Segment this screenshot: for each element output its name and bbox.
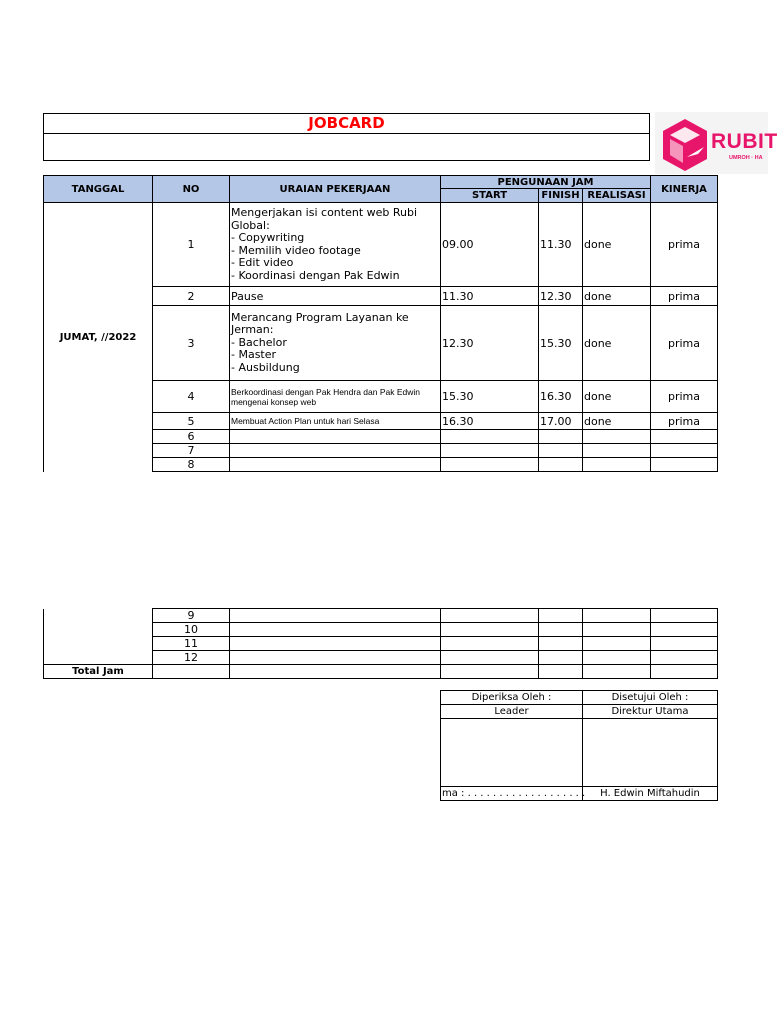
row-task [230, 444, 441, 458]
table-row [44, 203, 718, 287]
row-kinerja [651, 430, 718, 444]
checker-role: Leader [441, 705, 583, 719]
logo-tagline: UMROH · HA [729, 155, 763, 161]
approver-signature-area [583, 719, 718, 787]
row-realisasi [583, 458, 651, 472]
row-finish [539, 430, 583, 444]
row-no: 6 [153, 430, 230, 444]
row-start: 09.00 [441, 203, 539, 287]
cube-logo-icon [660, 117, 710, 173]
row-start: 12.30 [441, 306, 539, 381]
logo-brand-text: RUBIT [711, 130, 778, 153]
row-no: 7 [153, 444, 230, 458]
row-realisasi: done [583, 381, 651, 413]
row-task [230, 430, 441, 444]
header-no: NO [153, 176, 230, 203]
header-uraian: URAIAN PEKERJAAN [230, 176, 441, 203]
row-start [441, 458, 539, 472]
row-kinerja: prima [651, 413, 718, 430]
row-finish [539, 458, 583, 472]
approved-by-label: Disetujui Oleh : [583, 691, 718, 705]
row-realisasi [583, 430, 651, 444]
header-kinerja: KINERJA [651, 176, 718, 203]
row-task: Membuat Action Plan untuk hari Selasa [230, 413, 441, 430]
jobcard-title-box [43, 113, 650, 134]
date-cell: JUMAT, //2022 [44, 203, 153, 472]
checker-name: ma : . . . . . . . . . . . . . . . . . . . [442, 788, 586, 799]
jobcard-table-continued [43, 608, 718, 679]
row-no: 11 [153, 637, 230, 651]
row-start [441, 430, 539, 444]
row-no: 9 [153, 609, 230, 623]
row-task: Mengerjakan isi content web Rubi Global: - Copywriting - Memilih video footage - Edit video - Koordinasi dengan Pak Edwin [230, 203, 441, 287]
row-start: 16.30 [441, 413, 539, 430]
company-logo [655, 112, 778, 174]
checked-by-label: Diperiksa Oleh : [441, 691, 583, 705]
jobcard-table [43, 175, 718, 472]
signature-table [440, 690, 718, 801]
row-no: 1 [153, 203, 230, 287]
subtitle-box [43, 133, 650, 161]
row-finish: 16.30 [539, 381, 583, 413]
row-task: Merancang Program Layanan ke Jerman: - Bachelor - Master - Ausbildung [230, 306, 441, 381]
row-finish: 12.30 [539, 287, 583, 306]
row-finish [539, 444, 583, 458]
page-title: JOBCARD [308, 114, 385, 132]
row-kinerja [651, 444, 718, 458]
row-start: 15.30 [441, 381, 539, 413]
row-no: 4 [153, 381, 230, 413]
approver-name: H. Edwin Miftahudin [583, 787, 718, 801]
header-start: START [441, 189, 539, 203]
row-no: 12 [153, 651, 230, 665]
row-no: 8 [153, 458, 230, 472]
row-finish: 17.00 [539, 413, 583, 430]
table-row [44, 609, 718, 623]
row-realisasi: done [583, 203, 651, 287]
header-finish: FINISH [539, 189, 583, 203]
row-task: Pause [230, 287, 441, 306]
row-realisasi [583, 444, 651, 458]
row-kinerja: prima [651, 287, 718, 306]
header-pengunaan-jam: PENGUNAAN JAM [441, 176, 651, 189]
row-start: 11.30 [441, 287, 539, 306]
row-realisasi: done [583, 306, 651, 381]
date-cell-continued [44, 609, 153, 665]
approver-role: Direktur Utama [583, 705, 718, 719]
row-no: 10 [153, 623, 230, 637]
total-row [44, 665, 718, 679]
row-task [230, 458, 441, 472]
row-finish: 15.30 [539, 306, 583, 381]
row-kinerja: prima [651, 381, 718, 413]
row-no: 5 [153, 413, 230, 430]
row-kinerja: prima [651, 306, 718, 381]
row-kinerja [651, 458, 718, 472]
row-kinerja: prima [651, 203, 718, 287]
row-start [441, 444, 539, 458]
row-no: 3 [153, 306, 230, 381]
row-task: Berkoordinasi dengan Pak Hendra dan Pak Edwin mengenai konsep web [230, 381, 441, 413]
row-realisasi: done [583, 287, 651, 306]
checker-signature-area [441, 719, 583, 787]
row-realisasi: done [583, 413, 651, 430]
row-finish: 11.30 [539, 203, 583, 287]
total-label: Total Jam [44, 665, 153, 679]
header-tanggal: TANGGAL [44, 176, 153, 203]
row-no: 2 [153, 287, 230, 306]
header-realisasi: REALISASI [583, 189, 651, 203]
